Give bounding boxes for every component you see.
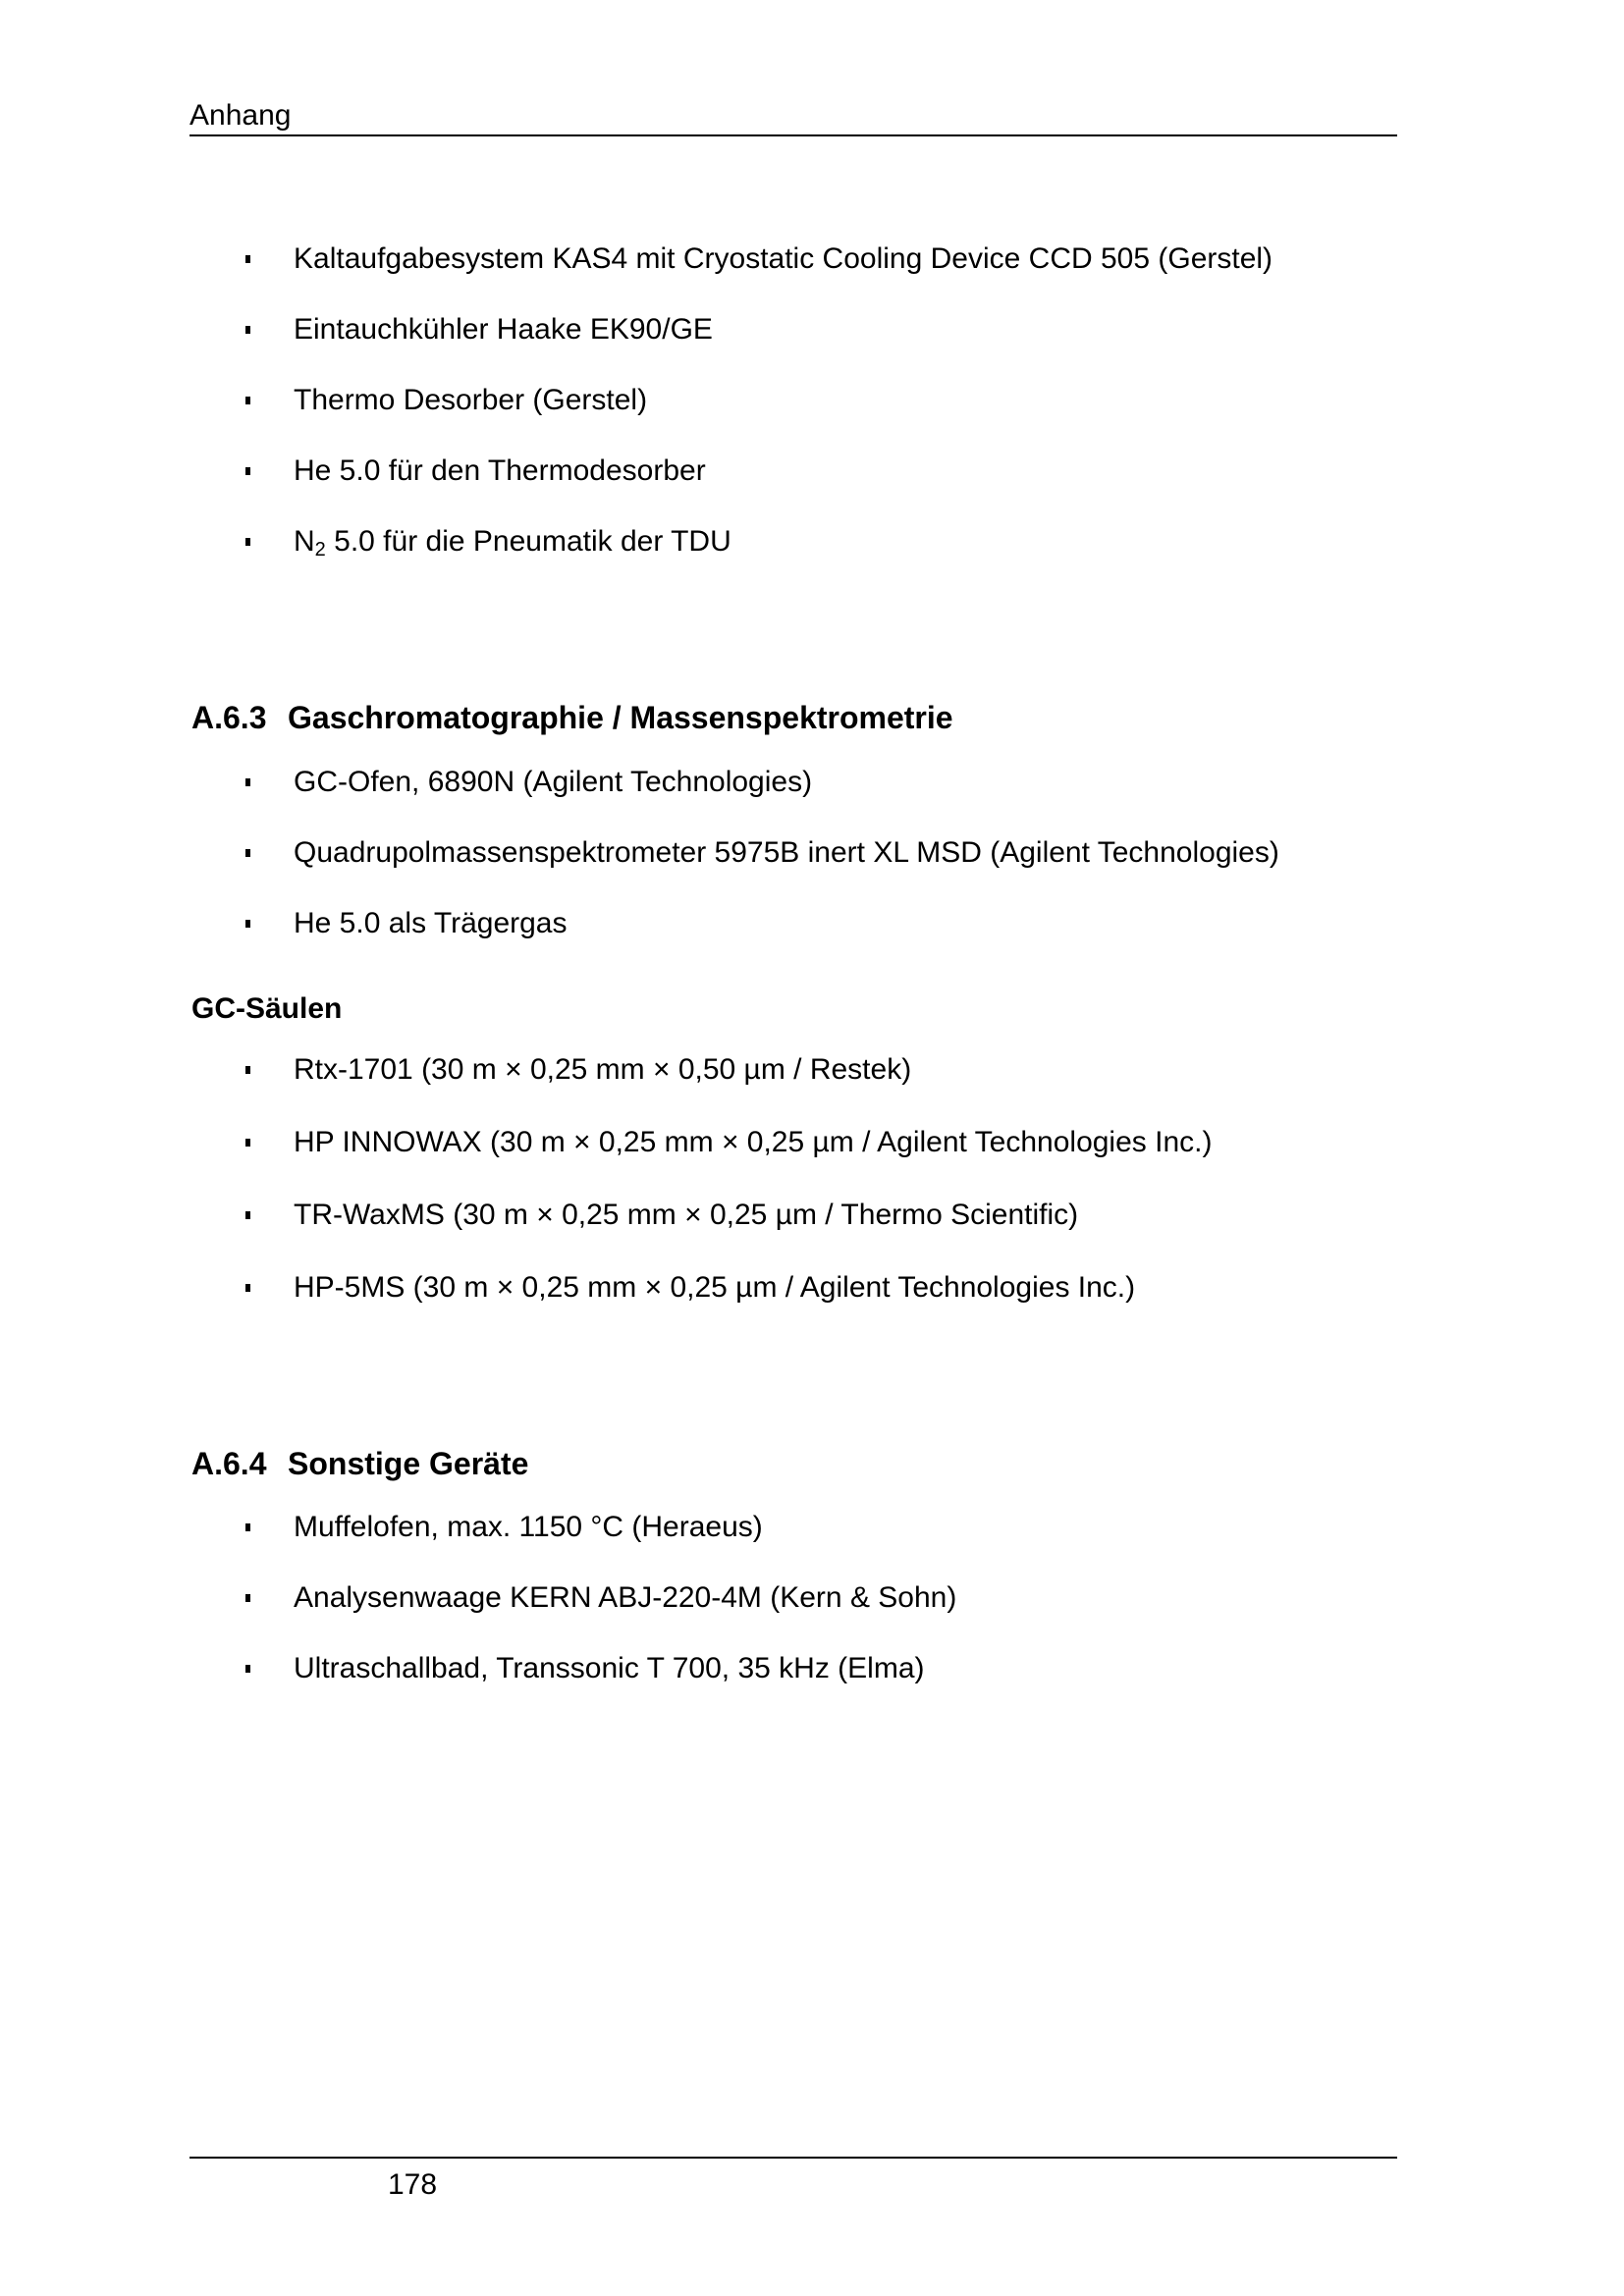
footer-rule — [189, 2157, 1397, 2159]
list-item — [191, 1052, 1397, 1088]
bullet-text: HP-5MS (30 m × 0,25 mm × 0,25 µm / Agilent Technologies Inc.) — [294, 1271, 1136, 1304]
equipment-list-intro — [191, 241, 1397, 595]
list-item — [191, 241, 1397, 277]
square-bullet-icon — [245, 849, 250, 857]
list-item — [191, 1580, 1397, 1616]
square-bullet-icon — [245, 920, 250, 928]
equipment-list-a64 — [191, 1510, 1397, 1722]
square-bullet-icon — [245, 1211, 250, 1219]
list-item — [191, 906, 1397, 941]
square-bullet-icon — [245, 1523, 250, 1531]
square-bullet-icon — [245, 397, 250, 404]
square-bullet-icon — [245, 778, 250, 786]
section-number: A.6.3 — [191, 700, 267, 735]
list-item — [191, 1270, 1397, 1306]
bullet-text: Muffelofen, max. 1150 °C (Heraeus) — [294, 1511, 763, 1543]
bullet-text: Rtx-1701 (30 m × 0,25 mm × 0,50 µm / Restek) — [294, 1053, 912, 1086]
list-item — [191, 1125, 1397, 1160]
list-item — [191, 765, 1397, 800]
square-bullet-icon — [245, 1066, 250, 1074]
header-title: Anhang — [189, 99, 292, 132]
bullet-text: Ultraschallbad, Transsonic T 700, 35 kHz (Elma) — [294, 1652, 925, 1684]
bullet-text — [294, 524, 731, 560]
section-number: A.6.4 — [191, 1446, 267, 1481]
bullet-text: Analysenwaage KERN ABJ-220-4M (Kern & Sohn) — [294, 1581, 957, 1614]
subscript-number: 2 — [314, 539, 326, 561]
list-item — [191, 835, 1397, 871]
bullet-text: Kaltaufgabesystem KAS4 mit Cryostatic Cooling Device CCD 505 (Gerstel) — [294, 242, 1273, 275]
bullet-text: GC-Ofen, 6890N (Agilent Technologies) — [294, 766, 813, 798]
page-number: 178 — [388, 2168, 438, 2201]
page-header — [189, 99, 1397, 136]
section-title: Gaschromatographie / Massenspektrometrie — [288, 700, 953, 735]
square-bullet-icon — [245, 467, 250, 475]
list-item — [191, 312, 1397, 347]
section-heading-a63 — [191, 699, 953, 736]
bullet-text: He 5.0 für den Thermodesorber — [294, 454, 706, 487]
bullet-text-rest: 5.0 für die Pneumatik der TDU — [325, 525, 731, 558]
square-bullet-icon — [245, 1284, 250, 1292]
chemical-symbol: N — [294, 525, 315, 558]
bullet-text: Thermo Desorber (Gerstel) — [294, 384, 648, 416]
section-title: Sonstige Geräte — [288, 1446, 529, 1481]
bullet-text: HP INNOWAX (30 m × 0,25 mm × 0,25 µm / Agilent Technologies Inc.) — [294, 1126, 1213, 1158]
bullet-text: Quadrupolmassenspektrometer 5975B inert XL MSD (Agilent Technologies) — [294, 836, 1279, 869]
square-bullet-icon — [245, 255, 250, 263]
square-bullet-icon — [245, 326, 250, 334]
bullet-text: He 5.0 als Trägergas — [294, 907, 568, 939]
square-bullet-icon — [245, 1665, 250, 1673]
list-item — [191, 1651, 1397, 1686]
list-item — [191, 1198, 1397, 1233]
square-bullet-icon — [245, 538, 250, 546]
section-heading-a64 — [191, 1445, 528, 1482]
equipment-list-a63 — [191, 765, 1397, 977]
square-bullet-icon — [245, 1139, 250, 1147]
square-bullet-icon — [245, 1594, 250, 1602]
gc-columns-label: GC-Säulen — [191, 992, 343, 1025]
bullet-text: TR-WaxMS (30 m × 0,25 mm × 0,25 µm / Thermo Scientific) — [294, 1199, 1079, 1231]
gc-columns-list — [191, 1052, 1397, 1343]
bullet-text: Eintauchkühler Haake EK90/GE — [294, 313, 713, 346]
list-item — [191, 383, 1397, 418]
list-item — [191, 1510, 1397, 1545]
list-item — [191, 524, 1397, 560]
list-item — [191, 454, 1397, 489]
